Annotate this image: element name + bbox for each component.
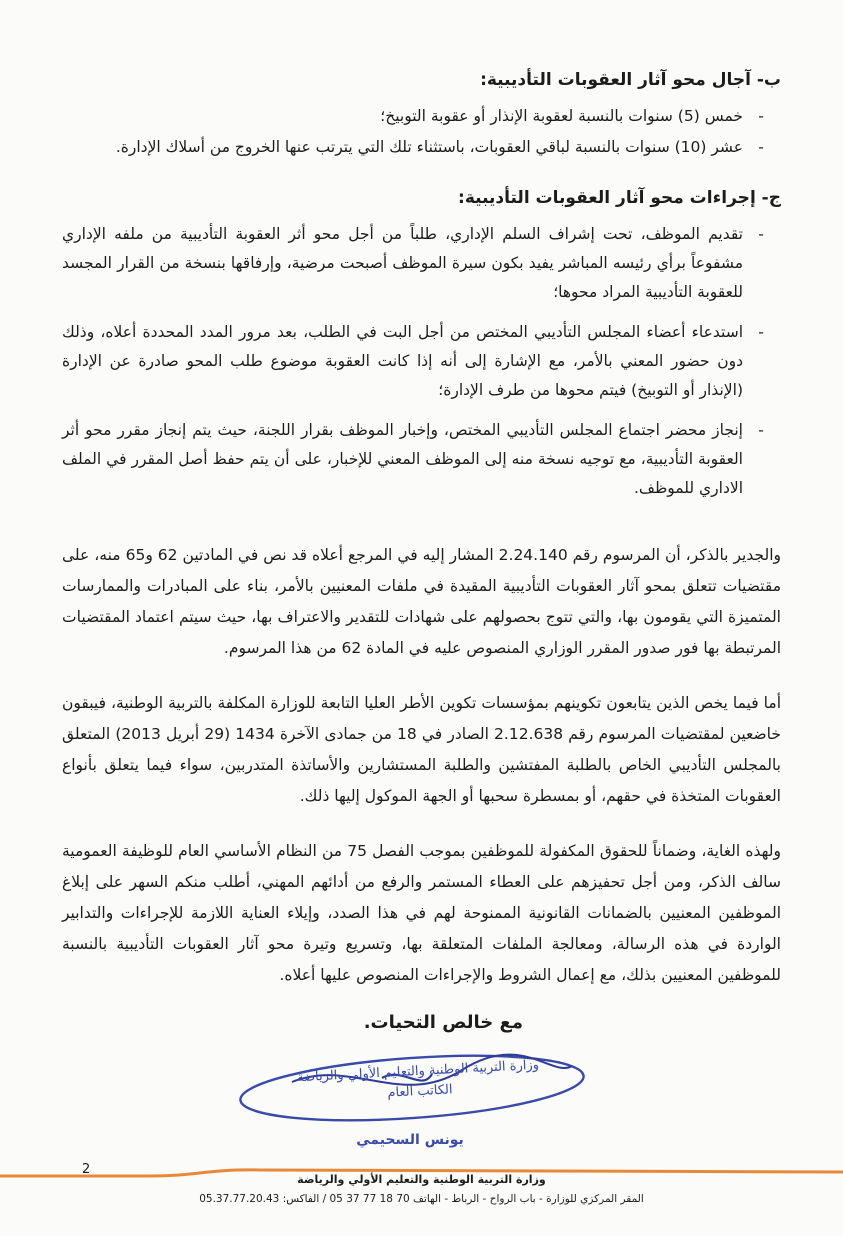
list-item-text: تقديم الموظف، تحت إشراف السلم الإداري، طلباً من أجل محو أثر العقوبة التأديبية من ملفه الإداري مشفوعاً برأي رئيسه المباشر يفيد بكون سيرة الموظف أصبحت مرضية، وإرفاقها بنسخة من القرار المجسد للعقوبة التأديبية المراد محوها؛ <box>62 225 743 301</box>
dash-marker: - <box>758 138 764 156</box>
page-number: 2 <box>82 1162 91 1177</box>
stamp-ministry-text: وزارة التربية الوطنية والتعليم الأولي والرياضة <box>296 1057 540 1086</box>
list-item <box>62 133 771 162</box>
list-item-text: استدعاء أعضاء المجلس التأديبي المختص من أجل البت في الطلب، بعد مرور المدد المحددة أعلاه، وذلك دون حضور المعني بالأمر، مع الإشارة إلى أنه إذا كانت العقوبة موضوع طلب المحو صادرة عن الإدارة (الإنذار أو التوبيخ) فيتم محوها من طرف الإدارة؛ <box>62 323 743 399</box>
dash-marker: - <box>758 421 764 439</box>
dash-marker: - <box>758 107 764 125</box>
list-item <box>62 416 771 503</box>
dash-marker: - <box>758 323 764 341</box>
paragraph-request: ولهذه الغاية، وضماناً للحقوق المكفولة للموظفين بموجب الفصل 75 من النظام الأساسي العام للوظيفة العمومية سالف الذكر، ومن أجل تحفيزهم على العطاء المستمر والرفع من أدائهم المهني، أطلب منكم السهر على إبلاغ الموظفين المعنيين بالضمانات القانونية الممنوحة لهم في هذا الصدد، وإيلاء العناية اللازمة للإجراءات والتدابير الواردة في هذه الرسالة، ومعالجة الملفات المتعلقة بها، وتسريع وتيرة محو آثار العقوبات التأديبية بالنسبة للموظفين المعنيين بذلك، مع إعمال الشروط والإجراءات المنصوص عليها أعلاه. <box>62 842 781 984</box>
footer-address: المقر المركزي للوزارة - باب الرواح - الرباط - الهاتف 70 18 77 37 05 / الفاكس: 05.37.77.20.43 <box>199 1193 644 1205</box>
section-c-heading: ج- إجراءات محو آثار العقوبات التأديبية: <box>458 188 781 208</box>
list-item <box>62 220 771 307</box>
paragraph-trainees: أما فيما يخص الذين يتابعون تكوينهم بمؤسسات تكوين الأطر العليا التابعة للوزارة المكلفة بالتربية الوطنية، فيبقون خاضعين لمقتضيات المرسوم رقم 2.12.638 الصادر في 18 من جمادى الآخرة 1434 (29 أبريل 2013) المتعلق بالمجلس التأديبي الخاص بالطلبة المفتشين والطلبة المستشارين والأساتذة المتدربين، سواء فيما يتعلق بأنواع العقوبات المتخذة في حقهم، أو بمسطرة سحبها أو الجهة الموكول إليها ذلك. <box>62 694 781 805</box>
dash-marker: - <box>758 225 764 243</box>
section-b-heading: ب- آجال محو آثار العقوبات التأديبية: <box>480 70 781 90</box>
list-item-text: خمس (5) سنوات بالنسبة لعقوبة الإنذار أو عقوبة التوبيخ؛ <box>380 107 743 125</box>
paragraph-decree-note: والجدير بالذكر، أن المرسوم رقم 2.24.140 المشار إليه في المرجع أعلاه قد نص في المادتين 62 و65 منه، على مقتضيات تتعلق بمحو آثار العقوبات التأديبية المقيدة في ملفات المعنيين بالأمر، بناء على المبادرات والممارسات المتميزة التي يقومون بها، والتي تتوج بحصولهم على شهادات للتقدير والاعتراف بها، حيث سيتم اعتماد المقتضيات المرتبطة بها فور صدور المقرر الوزاري المنصوص عليه في المادة 62 من هذا المرسوم. <box>62 546 782 657</box>
signer-name: يونس السحيمي <box>356 1132 464 1148</box>
list-item-text: إنجاز محضر اجتماع المجلس التأديبي المختص، وإخبار الموظف بقرار اللجنة، حيث يتم إنجاز مقرر محو أثر العقوبة التأديبية، مع توجيه نسخة منه إلى الموظف المعني للإخبار، على أن يتم حفظ أصل المقرر في الملف الاداري للموظف. <box>62 421 743 497</box>
list-item <box>62 102 771 131</box>
list-item-text: عشر (10) سنوات بالنسبة لباقي العقوبات، باستثناء تلك التي يترتب عنها الخروج من أسلاك الإدارة. <box>115 138 743 156</box>
closing-salutation: مع خالص التحيات. <box>363 1012 523 1033</box>
stamp-title-text: الكاتب العام <box>387 1082 453 1101</box>
list-item <box>62 318 771 405</box>
footer-ministry: وزارة التربية الوطنية والتعليم الأولي والرياضة <box>297 1173 546 1186</box>
